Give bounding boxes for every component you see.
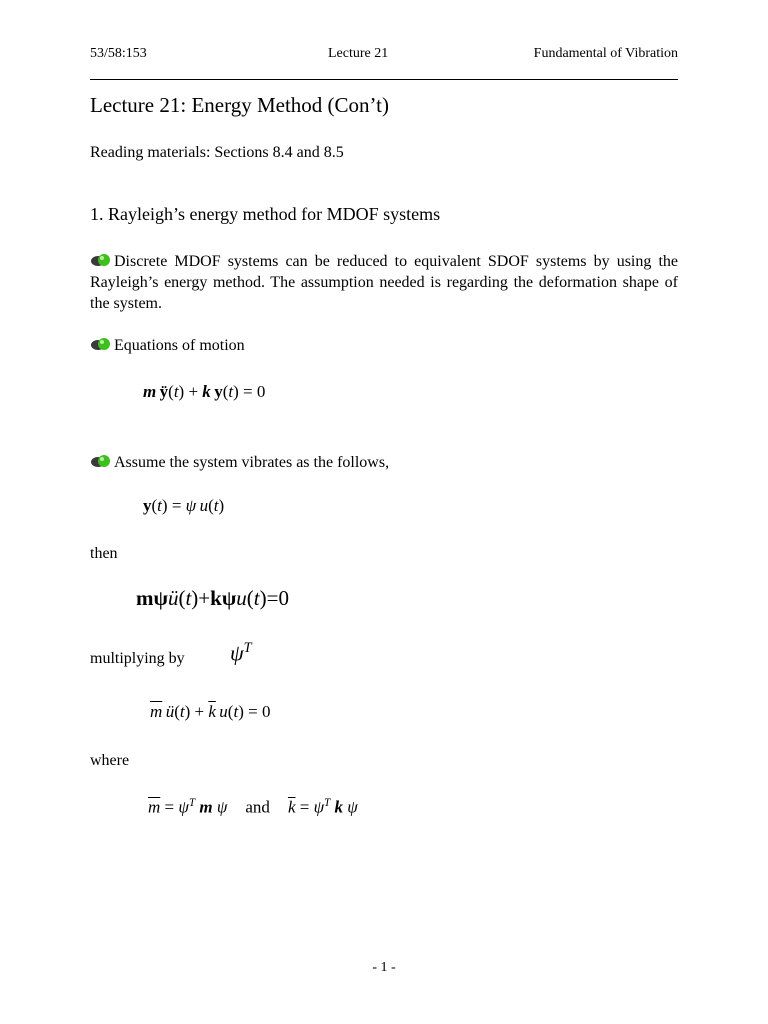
eom-text: Equations of motion bbox=[114, 337, 245, 354]
equation-of-motion: m ÿ(t) + k y(t) = 0 bbox=[143, 382, 266, 401]
psi-transpose-symbol: $\psi^T$ bbox=[230, 640, 252, 666]
reduced-sdof-equation: $\overline{m}$ ü(t) + $\overline{k}$ u(t) = 0 bbox=[150, 702, 271, 721]
header-rule bbox=[90, 79, 678, 80]
assumed-shape-equation: y(t) = ψ u(t) bbox=[143, 496, 225, 515]
page-number: - 1 - bbox=[372, 960, 396, 975]
reading-materials: Reading materials: Sections 8.4 and 8.5 bbox=[90, 144, 344, 161]
intro-text: Discrete MDOF systems can be reduced to equivalent SDOF systems by using the Rayleigh’s energy method. The assumption needed is regarding the deformation shape of the system. bbox=[90, 253, 678, 312]
multiplying-by-text: multiplying by bbox=[90, 650, 185, 667]
green-ball-bullet-icon bbox=[90, 337, 112, 351]
intro-paragraph bbox=[90, 251, 678, 314]
assume-paragraph bbox=[90, 452, 678, 473]
section-heading: 1. Rayleigh’s energy method for MDOF systems bbox=[90, 204, 441, 224]
then-text: then bbox=[90, 545, 118, 562]
assume-text: Assume the system vibrates as the follows, bbox=[114, 454, 390, 471]
green-ball-bullet-icon bbox=[90, 253, 112, 267]
header-lecture: Lecture 21 bbox=[328, 46, 389, 61]
eom-paragraph bbox=[90, 335, 678, 356]
green-ball-bullet-icon bbox=[90, 454, 112, 468]
header-subject: Fundamental of Vibration bbox=[533, 46, 678, 61]
and-word: and bbox=[245, 797, 270, 817]
where-text: where bbox=[90, 752, 130, 769]
header-course-number: 53/58:153 bbox=[90, 46, 147, 61]
page-title: Lecture 21: Energy Method (Con’t) bbox=[90, 93, 389, 117]
generalized-mass-stiffness-equation: $\overline{m} = \psi^T$ m ψ and $\overline{k} = \psi^T$ k ψ bbox=[148, 797, 358, 817]
substituted-equation: mψü(t)+kψu(t)=0 bbox=[136, 586, 289, 610]
